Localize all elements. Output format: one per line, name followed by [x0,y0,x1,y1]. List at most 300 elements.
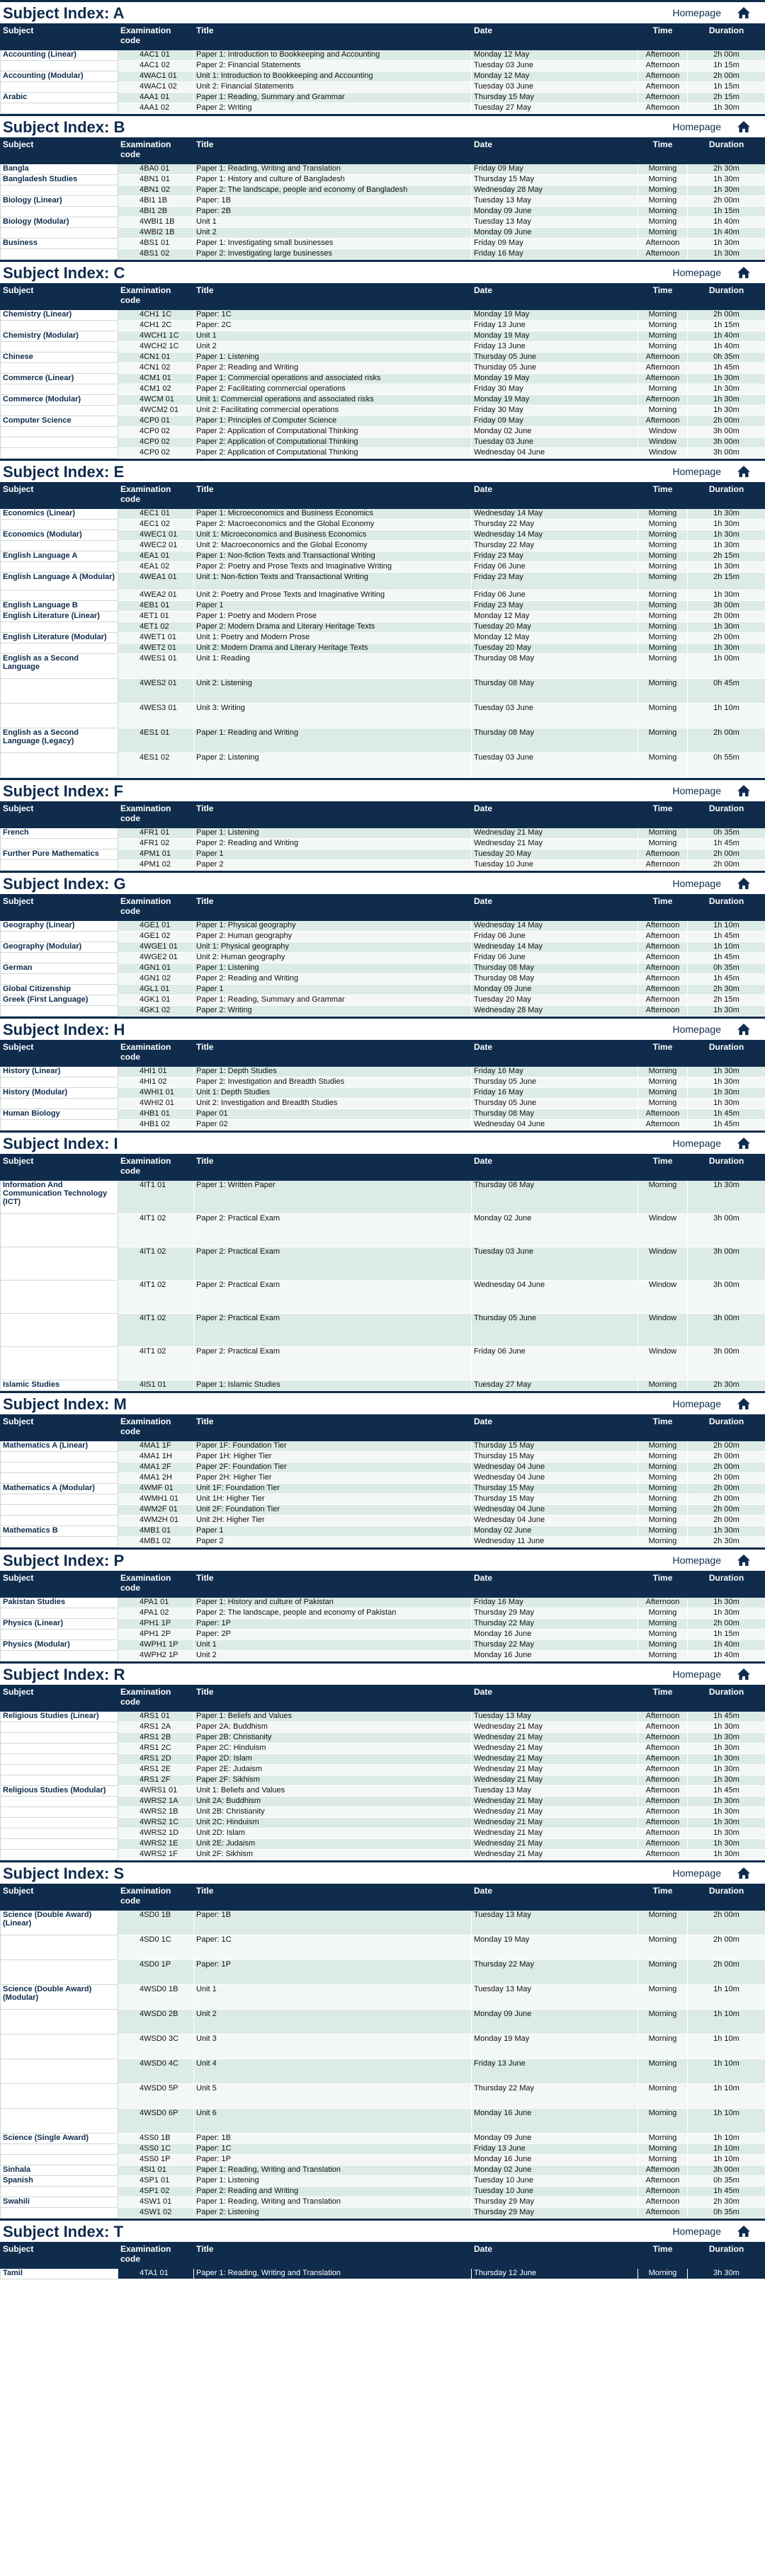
subject-cell: Economics (Linear) [1,509,118,520]
section-header [0,1017,765,1040]
subject-cell [1,228,118,239]
time-cell: Morning [638,509,688,520]
subject-cell: Swahili [1,2197,118,2208]
date-cell: Wednesday 21 May [472,828,638,839]
time-cell: Window [638,437,688,448]
date-cell: Monday 19 May [472,331,638,342]
subject-cell: French [1,828,118,839]
date-cell: Tuesday 13 May [472,1985,638,2010]
subject-cell [1,1608,118,1619]
timetable-row [1,1120,765,1130]
time-cell: Afternoon [638,416,688,427]
column-header-code: Examination code [118,284,194,310]
subject-cell [1,61,118,71]
timetable-row [1,207,765,217]
title-cell: Paper: 2P [194,1630,472,1640]
title-cell: Unit 2 [194,2010,472,2034]
exam-code-cell: 4ES1 01 [118,728,194,753]
column-header-subject: Subject [1,1041,118,1067]
homepage-link[interactable]: Homepage [672,878,721,889]
timetable-row [1,2084,765,2109]
subject-cell [1,622,118,633]
time-cell: Morning [638,1505,688,1516]
home-icon[interactable] [737,1554,751,1567]
time-cell: Afternoon [638,1850,688,1860]
title-cell: Paper 2: Listening [194,2208,472,2219]
exam-code-cell: 4WGE1 01 [118,942,194,953]
section-title: Subject Index: G [3,875,126,893]
subject-cell [1,2059,118,2084]
date-cell: Monday 12 May [472,71,638,82]
duration-cell: 3h 00m [688,1281,765,1314]
exam-code-cell: 4MB1 02 [118,1537,194,1547]
title-cell: Paper 2C: Hinduism [194,1744,472,1754]
subject-cell [1,590,118,601]
title-cell: Unit 3: Writing [194,704,472,728]
exam-code-cell: 4HB1 01 [118,1109,194,1120]
subject-cell: Biology (Modular) [1,217,118,228]
timetable [0,894,765,1017]
home-icon[interactable] [737,1137,751,1150]
subject-cell: Spanish [1,2176,118,2187]
time-cell: Afternoon [638,1775,688,1786]
homepage-link[interactable]: Homepage [672,785,721,796]
exam-code-cell: 4MA1 1H [118,1452,194,1462]
column-header-date: Date [472,284,638,310]
exam-code-cell: 4IT1 02 [118,1214,194,1247]
subject-cell: Islamic Studies [1,1380,118,1391]
subject-cell [1,207,118,217]
duration-cell: 1h 30m [688,1181,765,1214]
timetable-row [1,427,765,437]
home-icon[interactable] [737,465,751,478]
duration-cell: 3h 00m [688,601,765,612]
title-cell: Paper 1: Non-fiction Texts and Transactional Writing [194,551,472,562]
duration-cell: 2h 00m [688,1516,765,1526]
exam-code-cell: 4ES1 02 [118,753,194,778]
date-cell: Monday 16 June [472,2109,638,2134]
timetable-row [1,448,765,459]
time-cell: Afternoon [638,1733,688,1744]
date-cell: Wednesday 14 May [472,530,638,541]
date-cell: Monday 12 May [472,50,638,61]
time-cell: Morning [638,541,688,551]
time-cell: Window [638,1247,688,1281]
timetable-row [1,50,765,61]
section-header [0,0,765,23]
time-cell: Morning [638,828,688,839]
duration-cell: 1h 10m [688,2109,765,2134]
column-header-duration: Duration [688,483,765,509]
date-cell: Wednesday 21 May [472,1850,638,1860]
duration-cell: 1h 30m [688,249,765,260]
homepage-nav [673,1668,752,1681]
date-cell: Thursday 05 June [472,1077,638,1088]
date-cell: Tuesday 27 May [472,103,638,114]
homepage-nav [673,1137,752,1150]
exam-code-cell: 4WEC1 01 [118,530,194,541]
homepage-link[interactable]: Homepage [672,1668,721,1680]
header-row [1,802,765,828]
duration-cell: 1h 30m [688,622,765,633]
subject-cell [1,1281,118,1314]
title-cell: Paper 1: Reading, Summary and Grammar [194,93,472,103]
homepage-link[interactable]: Homepage [672,466,721,477]
duration-cell: 3h 00m [688,2165,765,2176]
exam-code-cell: 4CH1 1C [118,310,194,321]
timetable-row [1,249,765,260]
title-cell: Paper 2D: Islam [194,1754,472,1765]
subject-index-section [0,114,765,260]
title-cell: Paper 01 [194,1109,472,1120]
time-cell: Afternoon [638,353,688,363]
column-header-subject: Subject [1,2243,118,2269]
subject-cell [1,1473,118,1484]
title-cell: Unit 1: Microeconomics and Business Economics [194,530,472,541]
subject-cell [1,562,118,573]
duration-cell: 1h 10m [688,942,765,953]
exam-code-cell: 4WMF 01 [118,1484,194,1494]
time-cell: Morning [638,2134,688,2144]
subject-cell [1,2144,118,2155]
subject-cell [1,2155,118,2165]
title-cell: Paper 1: Poetry and Modern Prose [194,612,472,622]
column-header-time: Time [638,802,688,828]
time-cell: Afternoon [638,985,688,995]
time-cell: Afternoon [638,1598,688,1608]
column-header-date: Date [472,1572,638,1598]
exam-code-cell: 4BN1 01 [118,175,194,185]
subject-cell [1,520,118,530]
homepage-nav [673,2225,752,2238]
time-cell: Afternoon [638,1109,688,1120]
timetable-row [1,520,765,530]
column-header-code: Examination code [118,1572,194,1598]
timetable-row [1,2010,765,2034]
timetable-row [1,1473,765,1484]
exam-code-cell: 4MA1 2H [118,1473,194,1484]
date-cell: Tuesday 13 May [472,196,638,207]
date-cell: Monday 19 May [472,2034,638,2059]
homepage-link[interactable]: Homepage [672,1024,721,1035]
home-icon[interactable] [737,120,751,133]
title-cell: Unit 2: Human geography [194,953,472,963]
subject-cell [1,860,118,871]
subject-cell [1,1733,118,1744]
date-cell: Thursday 08 May [472,1181,638,1214]
date-cell: Wednesday 28 May [472,185,638,196]
homepage-link[interactable]: Homepage [672,1398,721,1409]
time-cell: Morning [638,310,688,321]
timetable-row [1,921,765,932]
subject-cell [1,437,118,448]
duration-cell: 1h 10m [688,2034,765,2059]
subject-cell: History (Modular) [1,1088,118,1099]
exam-code-cell: 4WEA1 01 [118,573,194,590]
column-header-date: Date [472,1685,638,1712]
exam-code-cell: 4PM1 01 [118,849,194,860]
time-cell: Morning [638,342,688,353]
section-title: Subject Index: S [3,1865,125,1882]
duration-cell: 1h 40m [688,342,765,353]
subject-cell [1,839,118,849]
date-cell: Wednesday 11 June [472,1537,638,1547]
column-header-duration: Duration [688,138,765,164]
home-icon[interactable] [737,2225,751,2238]
exam-code-cell: 4CN1 01 [118,353,194,363]
subject-cell: Geography (Linear) [1,921,118,932]
timetable-row [1,541,765,551]
exam-code-cell: 4EC1 01 [118,509,194,520]
timetable-row [1,437,765,448]
column-header-time: Time [638,1155,688,1181]
column-header-code: Examination code [118,802,194,828]
column-header-duration: Duration [688,802,765,828]
column-header-subject: Subject [1,138,118,164]
time-cell: Afternoon [638,61,688,71]
date-cell: Tuesday 27 May [472,1380,638,1391]
column-header-date: Date [472,483,638,509]
column-header-code: Examination code [118,895,194,921]
duration-cell: 1h 45m [688,1712,765,1722]
time-cell: Morning [638,2084,688,2109]
home-icon[interactable] [737,6,751,19]
title-cell: Unit 2D: Islam [194,1828,472,1839]
homepage-link[interactable]: Homepage [672,7,721,18]
date-cell: Tuesday 03 June [472,753,638,778]
title-cell: Paper 2 [194,860,472,871]
timetable-row [1,562,765,573]
time-cell: Morning [638,1935,688,1960]
duration-cell: 3h 00m [688,437,765,448]
exam-code-cell: 4AA1 01 [118,93,194,103]
exam-code-cell: 4IT1 01 [118,1181,194,1214]
section-title: Subject Index: T [3,2223,123,2240]
duration-cell: 1h 10m [688,2059,765,2084]
exam-code-cell: 4CM1 02 [118,384,194,395]
section-header [0,871,765,894]
time-cell: Afternoon [638,2208,688,2219]
time-cell: Morning [638,164,688,175]
date-cell: Tuesday 03 June [472,704,638,728]
date-cell: Thursday 22 May [472,520,638,530]
column-header-code: Examination code [118,1415,194,1441]
time-cell: Morning [638,753,688,778]
time-cell: Morning [638,2155,688,2165]
subject-cell [1,753,118,778]
home-icon[interactable] [737,266,751,279]
title-cell: Paper 1 [194,985,472,995]
time-cell: Morning [638,1452,688,1462]
title-cell: Paper 1: Listening [194,963,472,974]
date-cell: Thursday 15 May [472,1484,638,1494]
subject-index-section [0,0,765,114]
date-cell: Wednesday 21 May [472,1807,638,1818]
time-cell: Morning [638,612,688,622]
section-header [0,1860,765,1884]
timetable-row [1,1775,765,1786]
homepage-nav [673,877,752,890]
column-header-subject: Subject [1,1415,118,1441]
section-title: Subject Index: P [3,1552,125,1569]
time-cell: Morning [638,562,688,573]
column-header-title: Title [194,895,472,921]
column-header-time: Time [638,1884,688,1911]
duration-cell: 1h 30m [688,1722,765,1733]
exam-code-cell: 4WBI1 1B [118,217,194,228]
timetable-row [1,942,765,953]
date-cell: Wednesday 21 May [472,1828,638,1839]
timetable-row [1,353,765,363]
timetable-row [1,1505,765,1516]
title-cell: Unit 3 [194,2034,472,2059]
date-cell: Monday 12 May [472,633,638,643]
home-icon[interactable] [737,1867,751,1879]
date-cell: Friday 09 May [472,164,638,175]
homepage-link[interactable]: Homepage [672,1867,721,1879]
duration-cell: 3h 00m [688,1247,765,1281]
duration-cell: 2h 00m [688,71,765,82]
date-cell: Monday 09 June [472,207,638,217]
duration-cell: 1h 30m [688,406,765,416]
timetable-row [1,1484,765,1494]
column-header-duration: Duration [688,1155,765,1181]
section-header [0,260,765,283]
duration-cell: 1h 30m [688,1839,765,1850]
homepage-nav [673,1554,752,1567]
timetable-row [1,2144,765,2155]
home-icon[interactable] [737,877,751,890]
duration-cell: 1h 30m [688,643,765,654]
exam-code-cell: 4WES3 01 [118,704,194,728]
homepage-link[interactable]: Homepage [672,1555,721,1566]
date-cell: Friday 09 May [472,239,638,249]
title-cell: Paper 2F: Sikhism [194,1775,472,1786]
timetable-row [1,1441,765,1452]
section-title: Subject Index: H [3,1021,125,1038]
duration-cell: 1h 45m [688,1786,765,1797]
home-icon[interactable] [737,1668,751,1681]
timetable-row [1,1786,765,1797]
date-cell: Wednesday 21 May [472,1765,638,1775]
section-title: Subject Index: R [3,1666,125,1683]
exam-code-cell: 4GK1 02 [118,1006,194,1017]
subject-cell: English as a Second Language [1,654,118,679]
timetable-row [1,1733,765,1744]
exam-code-cell: 4WRS2 1E [118,1839,194,1850]
title-cell: Paper: 2C [194,321,472,331]
section-header [0,778,765,801]
exam-code-cell: 4CP0 01 [118,416,194,427]
column-header-time: Time [638,24,688,50]
timetable-row [1,1526,765,1537]
exam-code-cell: 4BS1 02 [118,249,194,260]
column-header-time: Time [638,1041,688,1067]
timetable [0,1154,765,1391]
duration-cell: 1h 30m [688,1744,765,1754]
subject-cell [1,1775,118,1786]
exam-code-cell: 4SW1 01 [118,2197,194,2208]
homepage-link[interactable]: Homepage [672,267,721,278]
time-cell: Morning [638,679,688,704]
duration-cell: 2h 00m [688,1935,765,1960]
date-cell: Monday 19 May [472,1935,638,1960]
timetable-row [1,654,765,679]
homepage-link[interactable]: Homepage [672,1138,721,1149]
subject-cell [1,1651,118,1661]
column-header-title: Title [194,1572,472,1598]
duration-cell: 1h 30m [688,239,765,249]
date-cell: Monday 09 June [472,985,638,995]
duration-cell: 3h 00m [688,1214,765,1247]
subject-cell: Arabic [1,93,118,103]
time-cell: Morning [638,2059,688,2084]
time-cell: Morning [638,321,688,331]
timetable-row [1,839,765,849]
subject-cell [1,1630,118,1640]
exam-code-cell: 4SP1 02 [118,2187,194,2197]
timetable-row [1,953,765,963]
timetable-row [1,1807,765,1818]
time-cell: Morning [638,654,688,679]
home-icon[interactable] [737,1023,751,1036]
timetable-row [1,1640,765,1651]
time-cell: Morning [638,1526,688,1537]
time-cell: Afternoon [638,1797,688,1807]
homepage-nav [673,120,752,133]
title-cell: Unit 2H: Higher Tier [194,1516,472,1526]
title-cell: Paper 1: Reading, Writing and Translation [194,2165,472,2176]
exam-code-cell: 4EB1 01 [118,601,194,612]
subject-cell [1,1247,118,1281]
subject-cell [1,541,118,551]
exam-code-cell: 4CH1 2C [118,321,194,331]
home-icon[interactable] [737,784,751,797]
time-cell: Window [638,1347,688,1380]
subject-cell: Geography (Modular) [1,942,118,953]
subject-cell [1,2208,118,2219]
time-cell: Morning [638,1067,688,1077]
homepage-link[interactable]: Homepage [672,121,721,132]
title-cell: Paper: 1B [194,2134,472,2144]
home-icon[interactable] [737,1397,751,1410]
duration-cell: 0h 55m [688,753,765,778]
column-header-date: Date [472,1884,638,1911]
timetable-row [1,1935,765,1960]
timetable-row [1,2034,765,2059]
subject-cell: Greek (First Language) [1,995,118,1006]
subject-cell: Sinhala [1,2165,118,2176]
exam-code-cell: 4WMH1 01 [118,1494,194,1505]
exam-code-cell: 4EC1 02 [118,520,194,530]
exam-code-cell: 4CN1 02 [118,363,194,374]
column-header-date: Date [472,138,638,164]
time-cell: Afternoon [638,1828,688,1839]
homepage-link[interactable]: Homepage [672,2226,721,2237]
title-cell: Paper: 1P [194,1960,472,1985]
time-cell: Afternoon [638,239,688,249]
exam-code-cell: 4WRS2 1B [118,1807,194,1818]
exam-code-cell: 4ET1 02 [118,622,194,633]
exam-code-cell: 4WAC1 02 [118,82,194,93]
time-cell: Morning [638,1441,688,1452]
title-cell: Paper 2: Listening [194,753,472,778]
duration-cell: 1h 40m [688,217,765,228]
date-cell: Friday 23 May [472,601,638,612]
title-cell: Paper 1: Reading, Writing and Translation [194,2197,472,2208]
subject-cell [1,1099,118,1109]
duration-cell: 2h 00m [688,728,765,753]
